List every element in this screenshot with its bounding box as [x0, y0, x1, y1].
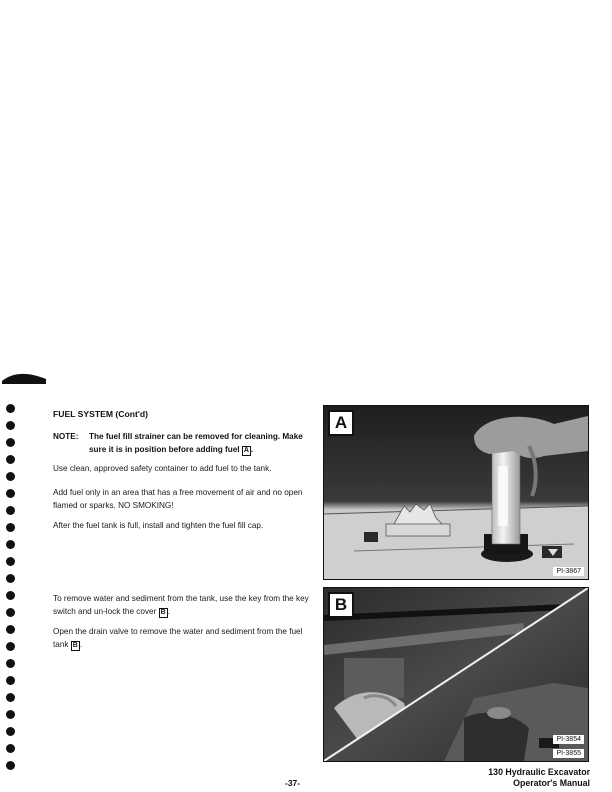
binder-hole [6, 761, 15, 770]
figure-b-letter: B [328, 592, 354, 618]
figure-a-letter: A [328, 410, 354, 436]
binder-hole [6, 744, 15, 753]
paragraph-drain-valve [53, 626, 315, 651]
binder-hole [6, 557, 15, 566]
binder-hole [6, 421, 15, 430]
figure-b-photo [323, 587, 589, 762]
binder-hole [6, 438, 15, 447]
binder-hole [6, 404, 15, 413]
binder-hole [6, 693, 15, 702]
fuel-strainer-illustration [324, 406, 588, 579]
binder-hole [6, 676, 15, 685]
paragraph-fuel-cap: After the fuel tank is full, install and tighten the fuel fill cap. [53, 521, 264, 530]
binder-hole [6, 642, 15, 651]
binder-hole [6, 659, 15, 668]
binder-hole [6, 506, 15, 515]
drain-cover-illustration [324, 588, 588, 761]
figure-ref-a: A [243, 447, 249, 454]
binder-hole [6, 591, 15, 600]
binder-hole [6, 625, 15, 634]
figure-b-label-1: PI-3854 [553, 735, 584, 744]
paragraph-end: . [167, 606, 170, 616]
note-line-2-text: sure it is in position before adding fuel [89, 445, 240, 454]
binder-hole [6, 455, 15, 464]
manual-title-line-2: Operator's Manual [513, 778, 590, 788]
binder-clip-mark [2, 371, 46, 385]
binder-hole [6, 608, 15, 617]
figure-a-label: PI-3867 [553, 567, 584, 576]
note-line-1: The fuel fill strainer can be removed for cleaning. Make [89, 432, 303, 441]
section-heading: FUEL SYSTEM (Cont'd) [53, 409, 148, 419]
binder-hole [6, 727, 15, 736]
binder-hole [6, 540, 15, 549]
figure-b-label-2: PI-3855 [553, 749, 584, 758]
paragraph-container: Use clean, approved safety container to add fuel to the tank. [53, 464, 272, 473]
note-block [53, 430, 315, 456]
binder-hole [6, 489, 15, 498]
figure-ref-b: B [72, 641, 78, 649]
paragraph-remove-water-text: To remove water and sediment from the tank, use the key from the key switch and un-lock the cover [53, 594, 309, 616]
figure-ref-b: B [160, 608, 166, 616]
binder-hole [6, 574, 15, 583]
binder-hole [6, 523, 15, 532]
paragraph-ventilation: Add fuel only in an area that has a free movement of air and no open flamed or sparks. NO SMOKING! [53, 488, 303, 510]
paragraph-end: . [79, 639, 83, 649]
note-label: NOTE: [53, 432, 79, 441]
figure-a-photo [323, 405, 589, 580]
manual-title [488, 767, 590, 789]
binder-hole [6, 710, 15, 719]
note-end: . [250, 445, 254, 454]
manual-title-line-1: 130 Hydraulic Excavator [488, 767, 590, 777]
binder-hole [6, 472, 15, 481]
paragraph-remove-water [53, 593, 315, 618]
paragraph-drain-valve-text: Open the drain valve to remove the water and sediment from the fuel tank [53, 627, 303, 649]
note-line-2 [53, 443, 315, 456]
page-number: -37- [285, 778, 301, 788]
